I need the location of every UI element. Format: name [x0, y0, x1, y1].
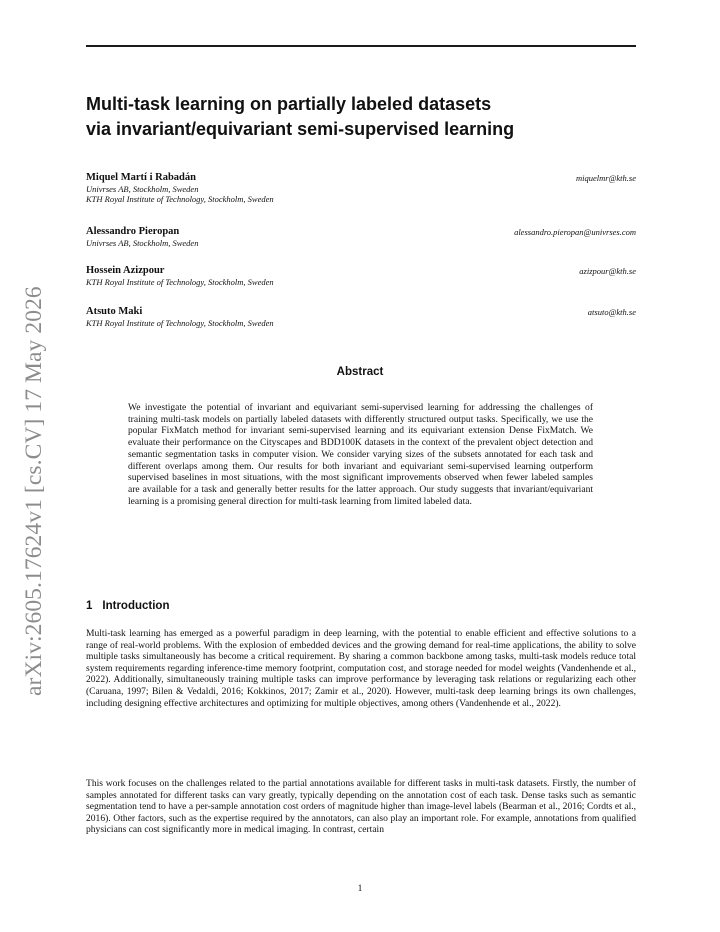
page-number: 1	[357, 884, 363, 894]
author-name: Hossein Azizpour	[86, 265, 165, 276]
author-email[interactable]: miquelmr@kth.se	[576, 173, 636, 183]
title-line-1: Multi-task learning on partially labeled datasets	[86, 94, 492, 114]
section-number: 1	[86, 600, 93, 612]
author-email[interactable]: azizpour@kth.se	[579, 266, 636, 276]
author-affiliation: Univrses AB, Stockholm, Sweden	[86, 184, 199, 194]
author-block-2	[86, 226, 636, 248]
author-name: Miquel Martí i Rabadán	[86, 172, 196, 183]
header-rule	[86, 45, 636, 47]
abstract-heading: Abstract	[336, 366, 384, 378]
author-block-3	[86, 265, 636, 287]
paper-title	[86, 92, 646, 142]
author-name: Atsuto Maki	[86, 306, 143, 317]
arxiv-identifier: arXiv:2605.17624v1 [cs.CV] 17 May 2026	[21, 286, 47, 696]
intro-paragraph-2: This work focuses on the challenges related to the partial annotations available for different tasks in multi-task datasets. Firstly, the number of samples annotated for different tasks can vary greatly, typically depending on the annotation cost of each task. Dense tasks such as semantic segmentation tend to have a per-sample annotation cost orders of magnitude higher than image-level labels (Bearman et al., 2016; Cordts et al., 2016). Other factors, such as the expertise required by the annotators, can also play an important role. For example, annotations from qualified physicians can cost significantly more in medical imaging. In contrast, certain	[86, 778, 636, 836]
author-email[interactable]: atsuto@kth.se	[587, 307, 636, 317]
author-affiliation: Univrses AB, Stockholm, Sweden	[86, 238, 199, 248]
author-affiliation: KTH Royal Institute of Technology, Stockholm, Sweden	[86, 194, 274, 204]
section-heading-introduction	[86, 600, 169, 612]
author-name: Alessandro Pieropan	[86, 226, 180, 237]
section-title: Introduction	[102, 600, 170, 612]
author-block-4	[86, 306, 636, 328]
intro-paragraph-1: Multi-task learning has emerged as a powerful paradigm in deep learning, with the potential to enable efficient and effective solutions to a range of real-world problems. With the explosion of embedded devices and the growing demand for real-time applications, the ability to solve multiple tasks simultaneously has become a critical requirement. By sharing a common backbone among tasks, multi-task models reduce total system requirements regarding inference-time memory footprint, computation cost, and storage needed for model weights (Vandenhende et al., 2022). Additionally, simultaneously training multiple tasks can improve performance by leveraging task relations or regularizing each other (Caruana, 1997; Bilen & Vedaldi, 2016; Kokkinos, 2017; Zamir et al., 2020). However, multi-task deep learning brings its own challenges, including designing effective architectures and optimizing for multiple objectives, among others (Vandenhende et al., 2022).	[86, 628, 636, 709]
abstract-text: We investigate the potential of invariant and equivariant semi-supervised learning for addressing the challenges of training multi-task models on partially labeled datasets with differently structured output tasks. Specifically, we use the popular FixMatch method for invariant semi-supervised learning and its equivariant extension Dense FixMatch. We evaluate their performance on the Cityscapes and BDD100K datasets in the context of the prevalent object detection and semantic segmentation tasks in computer vision. We consider varying sizes of the subsets annotated for each task and different overlaps among them. Our results for both invariant and equivariant semi-supervised learning outperform supervised baselines in most situations, with the most significant improvements observed when fewer labeled samples are available for a task and generally better results for the latter approach. Our study suggests that invariant/equivariant learning is a promising general direction for multi-task learning from limited labeled data.	[128, 402, 593, 507]
title-line-2: via invariant/equivariant semi-supervised learning	[86, 119, 515, 139]
author-email[interactable]: alessandro.pieropan@univrses.com	[514, 227, 636, 237]
author-affiliation: KTH Royal Institute of Technology, Stockholm, Sweden	[86, 318, 274, 328]
author-affiliation: KTH Royal Institute of Technology, Stockholm, Sweden	[86, 277, 274, 287]
author-block-1	[86, 172, 636, 204]
